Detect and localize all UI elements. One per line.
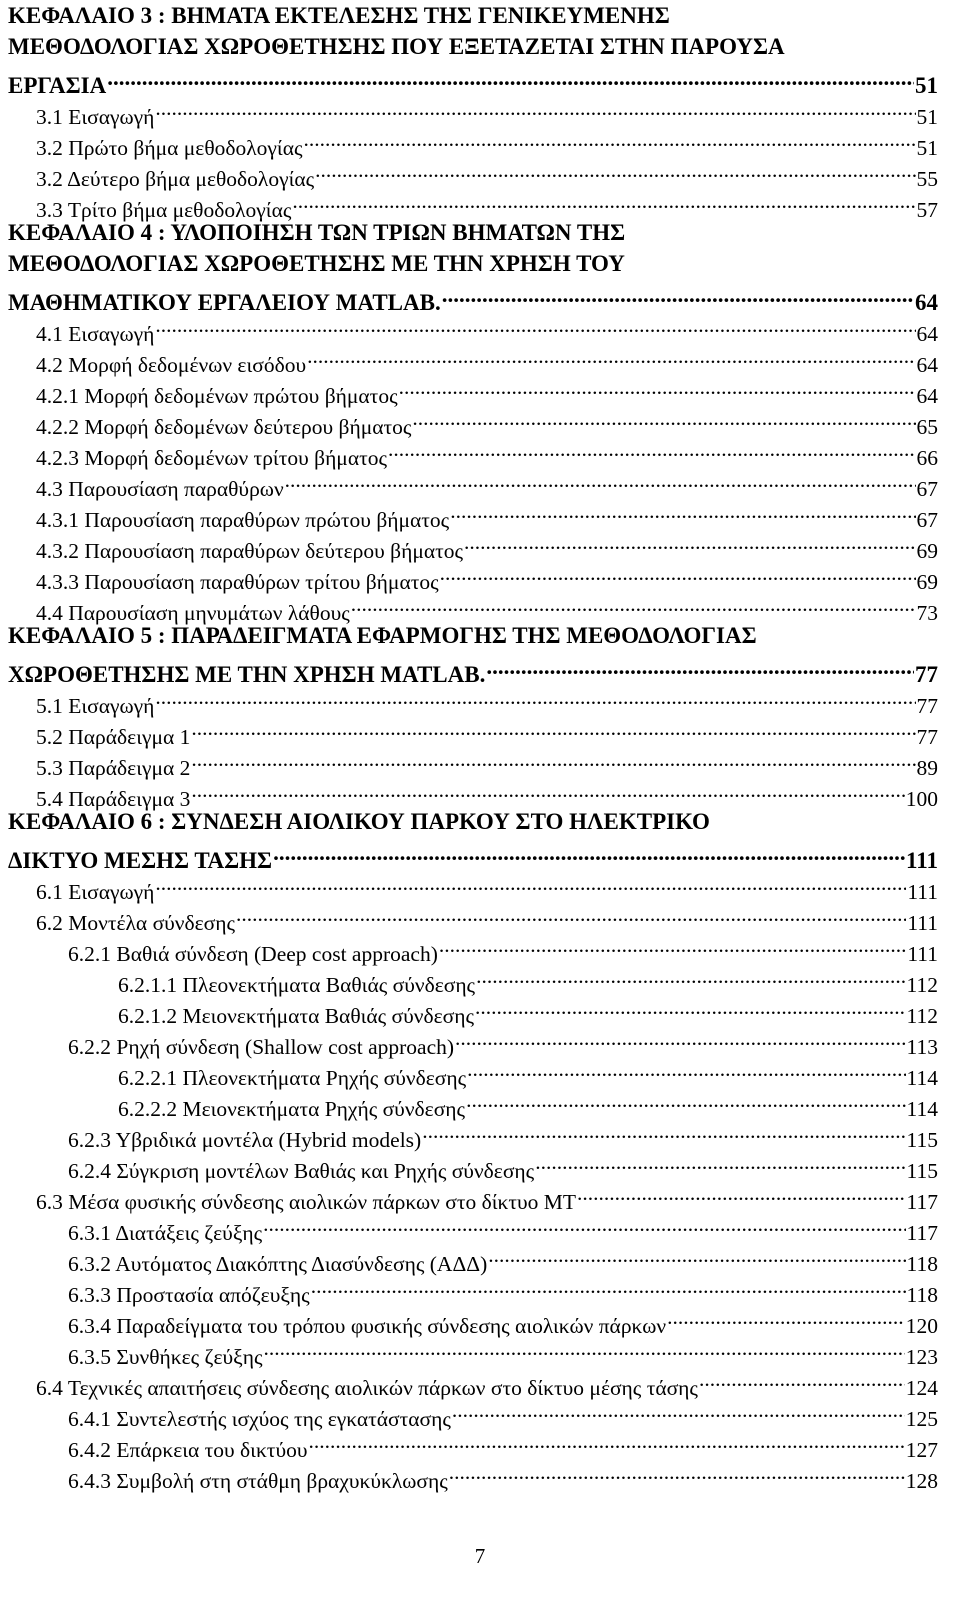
dot-leader bbox=[292, 186, 915, 217]
toc-entry-title: 6.2.2.1 Πλεονεκτήματα Ρηχής σύνδεσης bbox=[118, 1066, 467, 1090]
toc-entry-title: 4.1 Εισαγωγή bbox=[36, 322, 155, 346]
toc-entry-title: 6.2 Μοντέλα σύνδεσης bbox=[36, 911, 236, 935]
toc-entry-page-number: 120 bbox=[905, 1314, 938, 1338]
chapter-title-line: ΚΕΦΑΛΑΙΟ 3 : ΒΗΜΑΤΑ ΕΚΤΕΛΕΣΗΣ ΤΗΣ ΓΕΝΙΚΕΥΜΕΝΗΣ bbox=[8, 3, 670, 28]
dot-leader bbox=[449, 1457, 905, 1488]
toc-entry-title: 6.3.1 Διατάξεις ζεύξης bbox=[68, 1221, 263, 1245]
toc-entry-title: 6.4 Τεχνικές απαιτήσεις σύνδεσης αιολικών πάρκων στο δίκτυο μέσης τάσης bbox=[36, 1376, 698, 1400]
chapter-title-row bbox=[8, 62, 938, 98]
toc-entry-title: 4.4 Παρουσίαση μηνυμάτων λάθους bbox=[36, 601, 350, 625]
chapter-page-number: 64 bbox=[915, 290, 938, 315]
toc-entry[interactable] bbox=[8, 93, 938, 129]
toc-entry-page-number: 64 bbox=[916, 353, 938, 377]
toc-entry-page-number: 65 bbox=[916, 415, 938, 439]
toc-entry-page-number: 118 bbox=[906, 1283, 938, 1307]
dot-leader bbox=[399, 372, 916, 403]
toc-entry-title: 6.2.2 Ρηχή σύνδεση (Shallow cost approach) bbox=[68, 1035, 455, 1059]
toc-entry-title: 6.4.3 Συμβολή στη στάθμη βραχυκύκλωσης bbox=[68, 1469, 448, 1493]
dot-leader bbox=[304, 124, 916, 155]
toc-entry-title: 3.2 Πρώτο βήμα μεθοδολογίας bbox=[36, 136, 303, 160]
dot-leader bbox=[315, 155, 915, 186]
chapter-title-row bbox=[8, 837, 938, 873]
dot-leader bbox=[412, 403, 915, 434]
dot-leader bbox=[450, 496, 915, 527]
dot-leader bbox=[155, 93, 915, 124]
toc-entry-page-number: 115 bbox=[906, 1128, 938, 1152]
dot-leader bbox=[475, 992, 906, 1023]
toc-entry-page-number: 111 bbox=[907, 911, 938, 935]
chapter-heading-ch4[interactable] bbox=[8, 217, 938, 315]
toc-entry-title: 6.3.2 Αυτόματος Διακόπτης Διασύνδεσης (ΑΔΔ) bbox=[68, 1252, 488, 1276]
chapter-title-row bbox=[8, 651, 938, 687]
toc-entry-page-number: 113 bbox=[906, 1035, 938, 1059]
dot-leader bbox=[307, 341, 915, 372]
toc-entry-title: 6.3.3 Προστασία απόζευξης bbox=[68, 1283, 310, 1307]
dot-leader bbox=[351, 589, 916, 620]
toc-entry-page-number: 115 bbox=[906, 1159, 938, 1183]
toc-entry-page-number: 55 bbox=[916, 167, 938, 191]
dot-leader bbox=[439, 930, 906, 961]
toc-entry-title: 6.3.4 Παραδείγματα του τρόπου φυσικής σύνδεσης αιολικών πάρκων bbox=[68, 1314, 667, 1338]
toc-entry-page-number: 57 bbox=[916, 198, 938, 222]
toc-entry-title: 6.2.1 Βαθιά σύνδεση (Deep cost approach) bbox=[68, 942, 438, 966]
chapter-title-line: ΜΑΘΗΜΑΤΙΚΟΥ ΕΡΓΑΛΕΙΟΥ MATLAB. bbox=[8, 290, 441, 315]
chapter-heading-ch3[interactable] bbox=[8, 0, 938, 98]
dot-leader bbox=[388, 434, 915, 465]
toc-entry-page-number: 111 bbox=[907, 880, 938, 904]
dot-leader bbox=[455, 1023, 906, 1054]
toc-entry-title: 6.2.3 Υβριδικά μοντέλα (Hybrid models) bbox=[68, 1128, 422, 1152]
toc-entry-title: 6.1 Εισαγωγή bbox=[36, 880, 155, 904]
toc-entry-title: 5.3 Παράδειγμα 2 bbox=[36, 756, 191, 780]
dot-leader bbox=[191, 744, 915, 775]
dot-leader bbox=[440, 558, 916, 589]
dot-leader bbox=[442, 279, 914, 310]
toc-entry-page-number: 123 bbox=[905, 1345, 938, 1369]
toc-entry-page-number: 124 bbox=[905, 1376, 938, 1400]
toc-entry-title: 6.4.1 Συντελεστής ισχύος της εγκατάστασης bbox=[68, 1407, 451, 1431]
dot-leader bbox=[466, 1085, 905, 1116]
chapter-title-line: ΜΕΘΟΔΟΛΟΓΙΑΣ ΧΩΡΟΘΕΤΗΣΗΣ ΠΟΥ ΕΞΕΤΑΖΕΤΑΙ ΣΤΗΝ ΠΑΡΟΥΣΑ bbox=[8, 34, 785, 59]
toc-entry-title: 4.3.2 Παρουσίαση παραθύρων δεύτερου βήματος bbox=[36, 539, 464, 563]
dot-leader bbox=[422, 1116, 905, 1147]
dot-leader bbox=[488, 1240, 905, 1271]
toc-entry-page-number: 117 bbox=[906, 1221, 938, 1245]
toc-entry-title: 6.2.1.2 Μειονεκτήματα Βαθιάς σύνδεσης bbox=[118, 1004, 475, 1028]
toc-entry-title: 4.2.2 Μορφή δεδομένων δεύτερου βήματος bbox=[36, 415, 412, 439]
chapter-title-line: ΚΕΦΑΛΑΙΟ 4 : ΥΛΟΠΟΙΗΣΗ ΤΩΝ ΤΡΙΩΝ ΒΗΜΑΤΩΝ ΤΗΣ bbox=[8, 220, 626, 245]
chapter-page-number: 51 bbox=[915, 73, 938, 98]
dot-leader bbox=[577, 1178, 906, 1209]
toc-entry-title: 5.2 Παράδειγμα 1 bbox=[36, 725, 191, 749]
dot-leader bbox=[476, 961, 905, 992]
toc-entry-title: 6.2.2.2 Μειονεκτήματα Ρηχής σύνδεσης bbox=[118, 1097, 466, 1121]
toc-entry-page-number: 51 bbox=[916, 105, 938, 129]
toc-entry-title: 3.3 Τρίτο βήμα μεθοδολογίας bbox=[36, 198, 292, 222]
toc-entry-title: 5.4 Παράδειγμα 3 bbox=[36, 787, 191, 811]
toc-entry-page-number: 100 bbox=[905, 787, 938, 811]
toc-entry-title: 4.2.3 Μορφή δεδομένων τρίτου βήματος bbox=[36, 446, 388, 470]
dot-leader bbox=[236, 899, 906, 930]
dot-leader bbox=[155, 868, 906, 899]
toc-entry-title: 6.2.1.1 Πλεονεκτήματα Βαθιάς σύνδεσης bbox=[118, 973, 476, 997]
dot-leader bbox=[699, 1364, 905, 1395]
toc-entry-page-number: 112 bbox=[906, 973, 938, 997]
toc-entry-page-number: 117 bbox=[906, 1190, 938, 1214]
toc-entry-page-number: 127 bbox=[905, 1438, 938, 1462]
chapter-title-line: ΕΡΓΑΣΙΑ bbox=[8, 73, 107, 98]
dot-leader bbox=[191, 775, 904, 806]
toc-entry-page-number: 128 bbox=[905, 1469, 938, 1493]
dot-leader bbox=[285, 465, 916, 496]
toc-entry-page-number: 89 bbox=[916, 756, 938, 780]
toc-entry-page-number: 125 bbox=[905, 1407, 938, 1431]
chapter-title-line: ΧΩΡΟΘΕΤΗΣΗΣ ΜΕ ΤΗΝ ΧΡΗΣΗ MATLAB. bbox=[8, 662, 486, 687]
toc-entry-page-number: 64 bbox=[916, 384, 938, 408]
chapter-title-line: ΚΕΦΑΛΑΙΟ 6 : ΣΥΝΔΕΣΗ ΑΙΟΛΙΚΟΥ ΠΑΡΚΟΥ ΣΤΟ ΗΛΕΚΤΡΙΚΟ bbox=[8, 809, 710, 834]
chapter-page-number: 77 bbox=[915, 662, 938, 687]
dot-leader bbox=[263, 1333, 904, 1364]
toc-entry-title: 4.3.3 Παρουσίαση παραθύρων τρίτου βήματος bbox=[36, 570, 439, 594]
toc-entry-title: 4.3 Παρουσίαση παραθύρων bbox=[36, 477, 284, 501]
page-number: 7 bbox=[474, 1544, 486, 1568]
toc-entry-page-number: 77 bbox=[916, 725, 938, 749]
toc-entry-title: 4.2 Μορφή δεδομένων εισόδου bbox=[36, 353, 307, 377]
dot-leader bbox=[667, 1302, 905, 1333]
toc-entry-page-number: 77 bbox=[916, 694, 938, 718]
dot-leader bbox=[191, 713, 915, 744]
toc-entry-title: 6.2.4 Σύγκριση μοντέλων Βαθιάς και Ρηχής σύνδεσης bbox=[68, 1159, 535, 1183]
toc-entry-title: 6.3.5 Συνθήκες ζεύξης bbox=[68, 1345, 263, 1369]
dot-leader bbox=[535, 1147, 905, 1178]
dot-leader bbox=[273, 837, 905, 868]
dot-leader bbox=[155, 310, 915, 341]
toc-entry-page-number: 64 bbox=[916, 322, 938, 346]
dot-leader bbox=[464, 527, 915, 558]
toc-entry-title: 3.2 Δεύτερο βήμα μεθοδολογίας bbox=[36, 167, 315, 191]
chapter-title-line: ΜΕΘΟΔΟΛΟΓΙΑΣ ΧΩΡΟΘΕΤΗΣΗΣ ΜΕ ΤΗΝ ΧΡΗΣΗ ΤΟΥ bbox=[8, 251, 625, 276]
toc-entry-page-number: 114 bbox=[906, 1066, 938, 1090]
dot-leader bbox=[486, 651, 914, 682]
chapter-title-line: ΔΙΚΤΥΟ ΜΕΣΗΣ ΤΑΣΗΣ bbox=[8, 848, 273, 873]
toc-entry-title: 4.3.1 Παρουσίαση παραθύρων πρώτου βήματος bbox=[36, 508, 450, 532]
toc-entry-page-number: 69 bbox=[916, 570, 938, 594]
dot-leader bbox=[263, 1209, 905, 1240]
toc-entry-title: 6.4.2 Επάρκεια του δικτύου bbox=[68, 1438, 308, 1462]
chapter-title-line: ΚΕΦΑΛΑΙΟ 5 : ΠΑΡΑΔΕΙΓΜΑΤΑ ΕΦΑΡΜΟΓΗΣ ΤΗΣ ΜΕΘΟΔΟΛΟΓΙΑΣ bbox=[8, 623, 757, 648]
toc-entry-page-number: 66 bbox=[916, 446, 938, 470]
chapter-heading-ch6[interactable] bbox=[8, 806, 938, 873]
toc-entry-title: 6.3 Μέσα φυσικής σύνδεσης αιολικών πάρκων στο δίκτυο ΜΤ bbox=[36, 1190, 576, 1214]
toc-entry-page-number: 111 bbox=[907, 942, 938, 966]
toc-entry-page-number: 118 bbox=[906, 1252, 938, 1276]
toc-entry-page-number: 112 bbox=[906, 1004, 938, 1028]
dot-leader bbox=[311, 1271, 906, 1302]
dot-leader bbox=[308, 1426, 904, 1457]
dot-leader bbox=[107, 62, 914, 93]
dot-leader bbox=[452, 1395, 905, 1426]
toc-entry-page-number: 114 bbox=[906, 1097, 938, 1121]
toc-entry-title: 5.1 Εισαγωγή bbox=[36, 694, 155, 718]
dot-leader bbox=[155, 682, 915, 713]
toc-entry-page-number: 69 bbox=[916, 539, 938, 563]
toc-entry-page-number: 51 bbox=[916, 136, 938, 160]
toc-entry-page-number: 73 bbox=[916, 601, 938, 625]
chapter-page-number: 111 bbox=[906, 848, 938, 873]
toc-entry-page-number: 67 bbox=[916, 508, 938, 532]
dot-leader bbox=[467, 1054, 905, 1085]
chapter-title-row bbox=[8, 279, 938, 315]
toc-entry-title: 4.2.1 Μορφή δεδομένων πρώτου βήματος bbox=[36, 384, 398, 408]
table-of-contents bbox=[8, 0, 938, 1493]
toc-entry-title: 3.1 Εισαγωγή bbox=[36, 105, 155, 129]
chapter-heading-ch5[interactable] bbox=[8, 620, 938, 687]
toc-entry-page-number: 67 bbox=[916, 477, 938, 501]
